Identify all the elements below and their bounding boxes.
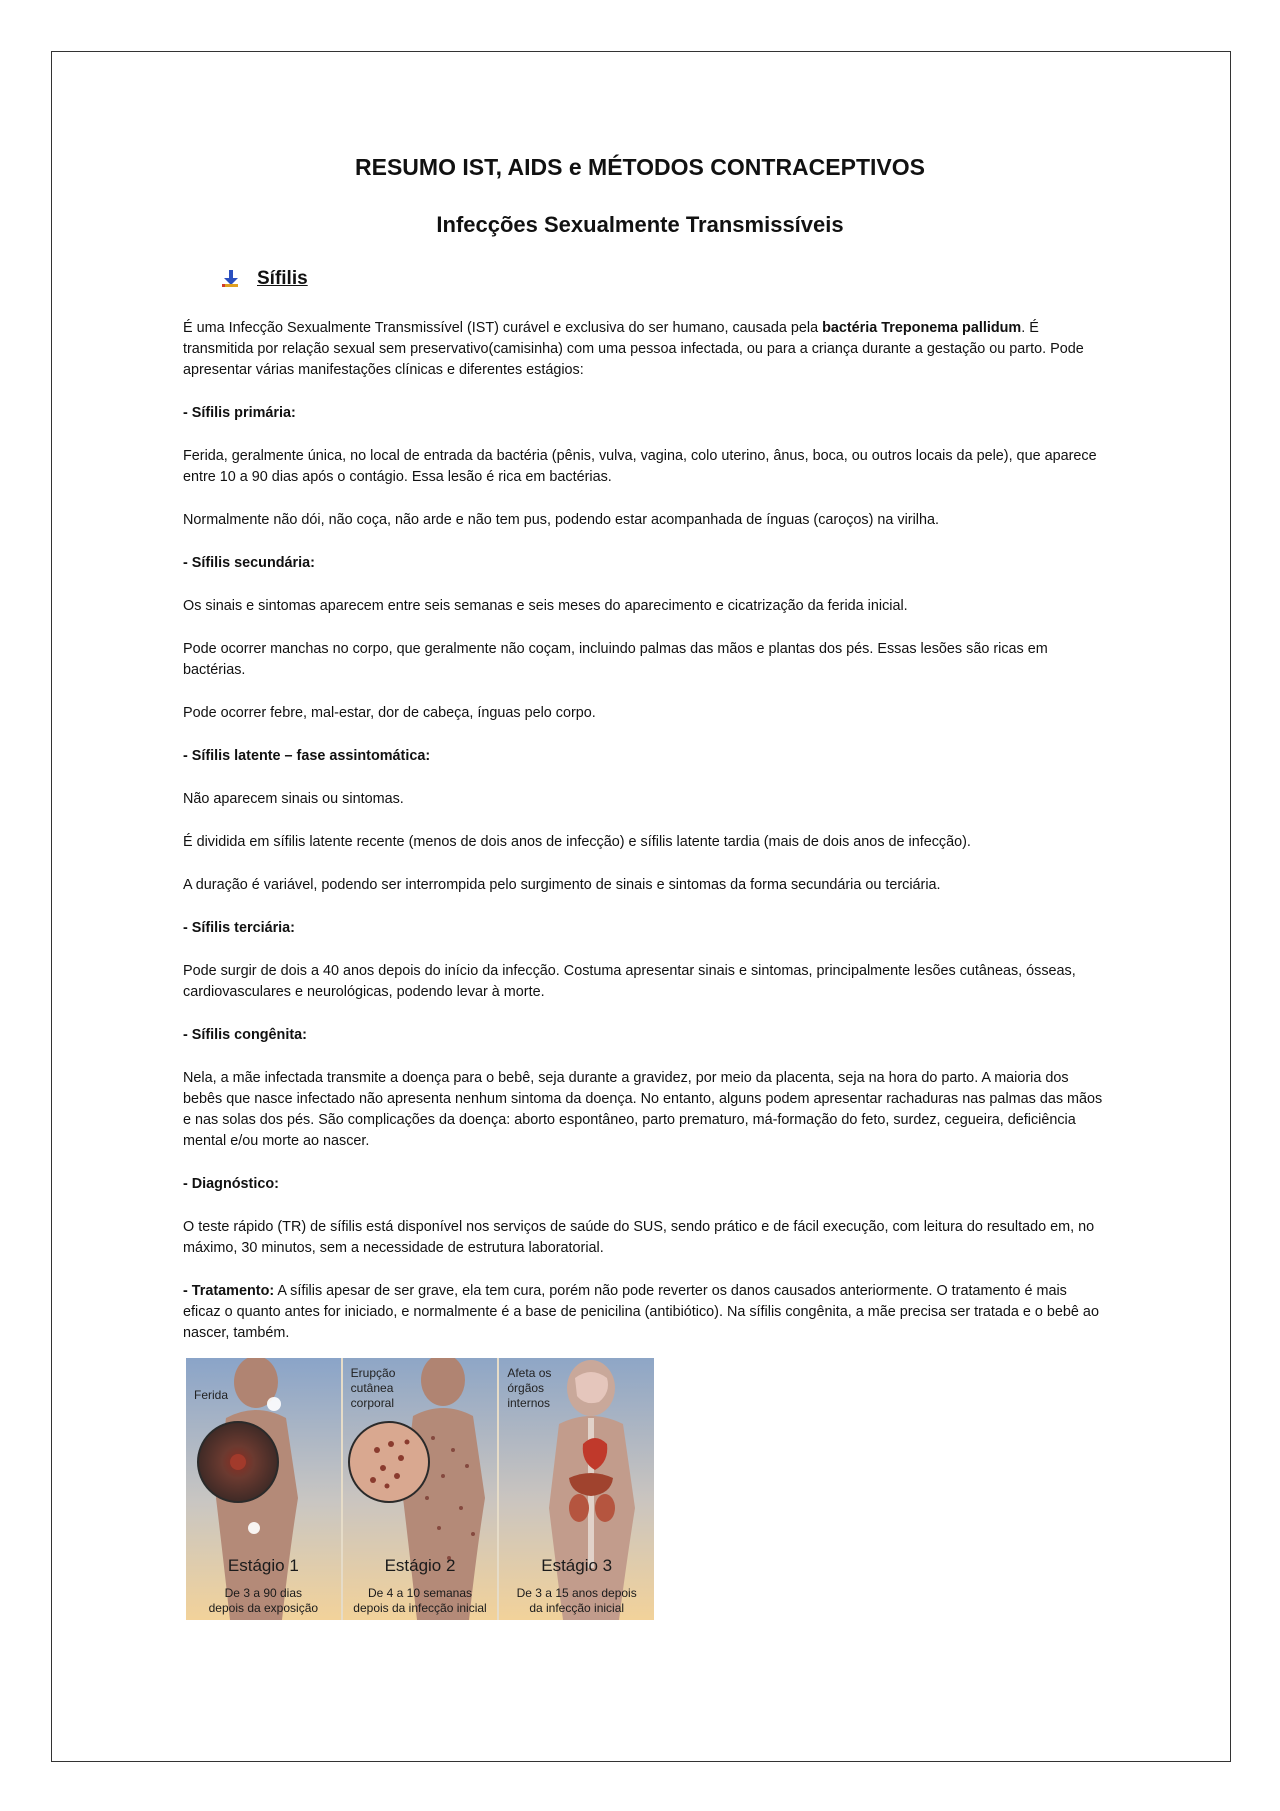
paragraph: Pode surgir de dois a 40 anos depois do início da infecção. Costuma apresentar sinais e sintomas, principalmente lesões cutâneas, ósseas, cardiovasculares e neurológicas, podendo levar à morte. <box>183 963 1076 1000</box>
stage-3-desc-line1: De 3 a 15 anos depois <box>516 1586 637 1600</box>
syphilis-stages-figure <box>186 1358 654 1620</box>
stage-2-label-line1: Erupção <box>350 1366 396 1380</box>
heading-diagnostico: - Diagnóstico: <box>183 1176 279 1192</box>
stage-2-label-line2: cutânea <box>350 1381 394 1395</box>
document-body <box>183 318 1103 1366</box>
intro-bold-term: bactéria Treponema pallidum <box>822 320 1022 336</box>
stage-3-description <box>499 1586 654 1616</box>
paragraph: Ferida, geralmente única, no local de entrada da bactéria (pênis, vulva, vagina, colo uterino, ânus, boca, ou outros locais da pele), que aparece entre 10 a 90 dias após o contágio. Essa lesão é rica em bactérias. <box>183 448 1097 485</box>
stage-2-title: Estágio 2 <box>384 1556 456 1575</box>
stage-1-desc-line2: depois da exposição <box>208 1601 319 1615</box>
stage-3-label-line1: Afeta os <box>507 1366 552 1380</box>
heading-primaria: - Sífilis primária: <box>183 405 296 421</box>
section-heading-sifilis <box>221 268 308 290</box>
stage-3-panel <box>499 1358 654 1620</box>
stage-3-title: Estágio 3 <box>541 1556 613 1575</box>
stage-2-label-line3: corporal <box>350 1396 395 1410</box>
document-subtitle: Infecções Sexualmente Transmissíveis <box>436 212 844 237</box>
stage-1-desc-line1: De 3 a 90 dias <box>224 1586 303 1600</box>
stage-2-label <box>351 1366 396 1411</box>
paragraph: É dividida em sífilis latente recente (menos de dois anos de infecção) e sífilis latente tardia (mais de dois anos de infecção). <box>183 834 971 850</box>
stage-1-title: Estágio 1 <box>227 1556 299 1575</box>
stage-1-description <box>186 1586 341 1616</box>
stage-3-label <box>507 1366 551 1411</box>
heading-secundaria: - Sífilis secundária: <box>183 555 315 571</box>
paragraph: Os sinais e sintomas aparecem entre seis semanas e seis meses do aparecimento e cicatrização da ferida inicial. <box>183 598 908 614</box>
stage-3-desc-line2: da infecção inicial <box>529 1601 625 1615</box>
stage-2-description <box>343 1586 498 1616</box>
document-title: RESUMO IST, AIDS e MÉTODOS CONTRACEPTIVOS <box>355 154 925 180</box>
stage-2-desc-line1: De 4 a 10 semanas <box>367 1586 473 1600</box>
treatment-text: A sífilis apesar de ser grave, ela tem cura, porém não pode reverter os danos causados anteriormente. O tratamento é mais eficaz o quanto antes for iniciado, e normalmente é a base de penicilina (antibiótico). Na sífilis congênita, a mãe precisa ser tratada e o bebê ao nascer, também. <box>183 1283 1099 1341</box>
stage-2-panel <box>343 1358 500 1620</box>
paragraph: A duração é variável, podendo ser interrompida pelo surgimento de sinais e sintomas da forma secundária ou terciária. <box>183 877 941 893</box>
stage-1-label: Ferida <box>194 1388 229 1402</box>
arrow-bullet-icon <box>221 269 241 289</box>
stage-3-label-line3: internos <box>507 1396 551 1410</box>
section-heading-label: Sífilis <box>257 268 308 289</box>
paragraph: Não aparecem sinais ou sintomas. <box>183 791 404 807</box>
paragraph: Normalmente não dói, não coça, não arde e não tem pus, podendo estar acompanhada de ínguas (caroços) na virilha. <box>183 512 939 528</box>
paragraph: Pode ocorrer manchas no corpo, que geralmente não coçam, incluindo palmas das mãos e plantas dos pés. Essas lesões são ricas em bactérias. <box>183 641 1048 678</box>
heading-terciaria: - Sífilis terciária: <box>183 920 295 936</box>
paragraph: Nela, a mãe infectada transmite a doença para o bebê, seja durante a gravidez, por meio da placenta, seja na hora do parto. A maioria dos bebês que nasce infectado não apresenta nenhum sintoma da doença. No entanto, alguns podem apresentar rachaduras nas palmas das mãos e nas solas dos pés. São complicações da doença: aborto espontâneo, parto prematuro, má-formação do feto, surdez, cegueira, deficiência mental e/ou morte ao nascer. <box>183 1070 1103 1149</box>
heading-latente: - Sífilis latente – fase assintomática: <box>183 748 431 764</box>
intro-text-end: . É transmitida por relação sexual sem preservativo(camisinha) com uma pessoa infectada, ou para a criança durante a gestação ou parto. Pode apresentar várias manifestações clínicas e diferentes estágios: <box>183 320 1084 378</box>
heading-congenita: - Sífilis congênita: <box>183 1027 307 1043</box>
intro-paragraph <box>183 318 1103 381</box>
heading-tratamento: - Tratamento: <box>183 1283 275 1299</box>
stage-1-panel <box>186 1358 343 1620</box>
intro-text-start: É uma Infecção Sexualmente Transmissível (IST) curável e exclusiva do ser humano, causada pela <box>183 320 823 336</box>
stage-3-label-line2: órgãos <box>507 1381 545 1395</box>
stage-2-desc-line2: depois da infecção inicial <box>353 1601 487 1615</box>
paragraph: Pode ocorrer febre, mal-estar, dor de cabeça, ínguas pelo corpo. <box>183 705 596 721</box>
paragraph: O teste rápido (TR) de sífilis está disponível nos serviços de saúde do SUS, sendo prático e de fácil execução, com leitura do resultado em, no máximo, 30 minutos, sem a necessidade de estrutura laboratorial. <box>183 1219 1095 1256</box>
treatment-paragraph <box>183 1281 1103 1344</box>
